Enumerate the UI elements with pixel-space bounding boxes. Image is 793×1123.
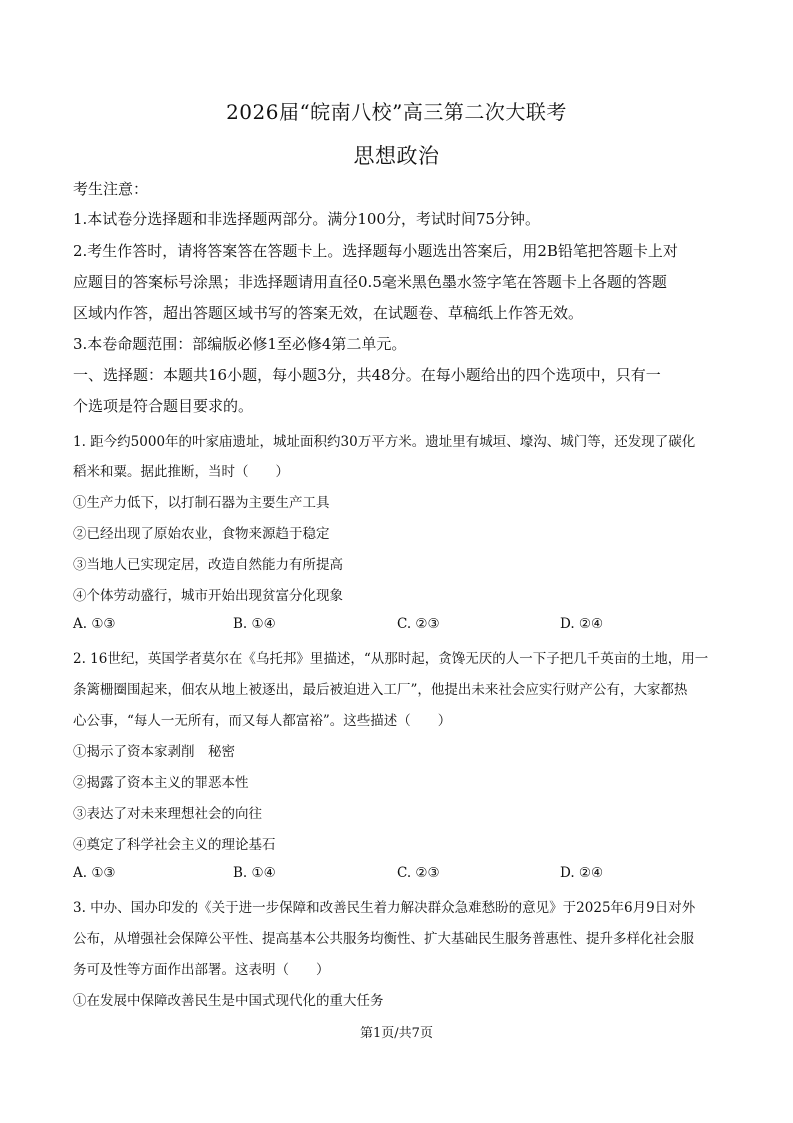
q3-statement-1: ①在发展中保障改善民生是中国式现代化的重大任务 xyxy=(73,993,384,1009)
q1-statement-3: ③当地人已实现定居，改造自然能力有所提高 xyxy=(73,557,343,573)
q2-statement-2: ②揭露了资本主义的罪恶本性 xyxy=(73,775,249,791)
q3-stem-line-3: 务可及性等方面作出部署。这表明（ ） xyxy=(73,962,330,978)
q3-stem-line-1: 3. 中办、国办印发的《关于进一步保障和改善民生着力解决群众急难愁盼的意见》于2025年6月9日对外 xyxy=(73,900,696,916)
notice-item-2-line-1: 2.考生作答时，请将答案答在答题卡上。选择题每小题选出答案后，用2B铅笔把答题卡上对 xyxy=(73,242,678,260)
q2-option-c[interactable]: C. ②③ xyxy=(397,865,440,881)
q2-statement-4: ④奠定了科学社会主义的理论基石 xyxy=(73,837,276,853)
q2-options xyxy=(73,865,723,885)
q1-options xyxy=(73,616,723,636)
q2-statement-1: ①揭示了资本家剥削 秘密 xyxy=(73,744,235,760)
notice-item-2-line-2: 应题目的答案标号涂黑；非选择题请用直径0.5毫米黑色墨水签字笔在答题卡上各题的答题 xyxy=(73,273,667,291)
q2-statement-3: ③表达了对未来理想社会的向往 xyxy=(73,806,262,822)
q2-stem-line-3: 心公事，“每人一无所有，而又每人都富裕”。这些描述（ ） xyxy=(73,713,452,729)
notice-item-3: 3.本卷命题范围：部编版必修1至必修4第二单元。 xyxy=(73,335,407,353)
q1-statement-4: ④个体劳动盛行，城市开始出现贫富分化现象 xyxy=(73,588,343,604)
q1-statement-1: ①生产力低下，以打制石器为主要生产工具 xyxy=(73,495,330,511)
q3-stem-line-2: 公布，从增强社会保障公平性、提高基本公共服务均衡性、扩大基础民生服务普惠性、提升多样化社会服 xyxy=(73,931,694,947)
subject-title: 思想政治 xyxy=(353,144,440,168)
q2-option-d[interactable]: D. ②④ xyxy=(560,865,604,881)
notice-item-2-line-3: 区域内作答，超出答题区域书写的答案无效，在试题卷、草稿纸上作答无效。 xyxy=(73,304,584,322)
q2-option-a[interactable]: A. ①③ xyxy=(73,865,116,881)
notice-item-1: 1.本试卷分选择题和非选择题两部分。满分100分，考试时间75分钟。 xyxy=(73,210,541,228)
notice-heading: 考生注意： xyxy=(73,180,149,198)
q1-stem-line-1: 1. 距今约5000年的叶家庙遗址，城址面积约30万平方米。遗址里有城垣、壕沟、城门等，还发现了碳化 xyxy=(73,434,696,450)
q1-stem-line-2: 稻米和粟。据此推断，当时（ ） xyxy=(73,464,289,480)
q1-option-a[interactable]: A. ①③ xyxy=(73,616,116,632)
section-instructions-line-1: 一、选择题：本题共16小题，每小题3分，共48分。在每小题给出的四个选项中，只有一 xyxy=(73,366,661,384)
q1-option-b[interactable]: B. ①④ xyxy=(233,616,276,632)
q2-stem-line-1: 2. 16世纪，英国学者莫尔在《乌托邦》里描述，“从那时起，贪馋无厌的人一下子把几千英亩的土地，用一 xyxy=(73,651,709,667)
exam-title: 2026届“皖南八校”高三第二次大联考 xyxy=(226,100,567,124)
q2-stem-line-2: 条篱栅圈围起来，佃农从地上被逐出，最后被迫进入工厂”，他提出未来社会应实行财产公有，大家都热 xyxy=(73,682,688,698)
q1-option-d[interactable]: D. ②④ xyxy=(560,616,604,632)
q1-option-c[interactable]: C. ②③ xyxy=(397,616,440,632)
section-instructions-line-2: 个选项是符合题目要求的。 xyxy=(73,397,254,415)
q2-option-b[interactable]: B. ①④ xyxy=(233,865,276,881)
page-number: 第1页/共7页 xyxy=(360,1026,433,1041)
q1-statement-2: ②已经出现了原始农业，食物来源趋于稳定 xyxy=(73,526,330,542)
